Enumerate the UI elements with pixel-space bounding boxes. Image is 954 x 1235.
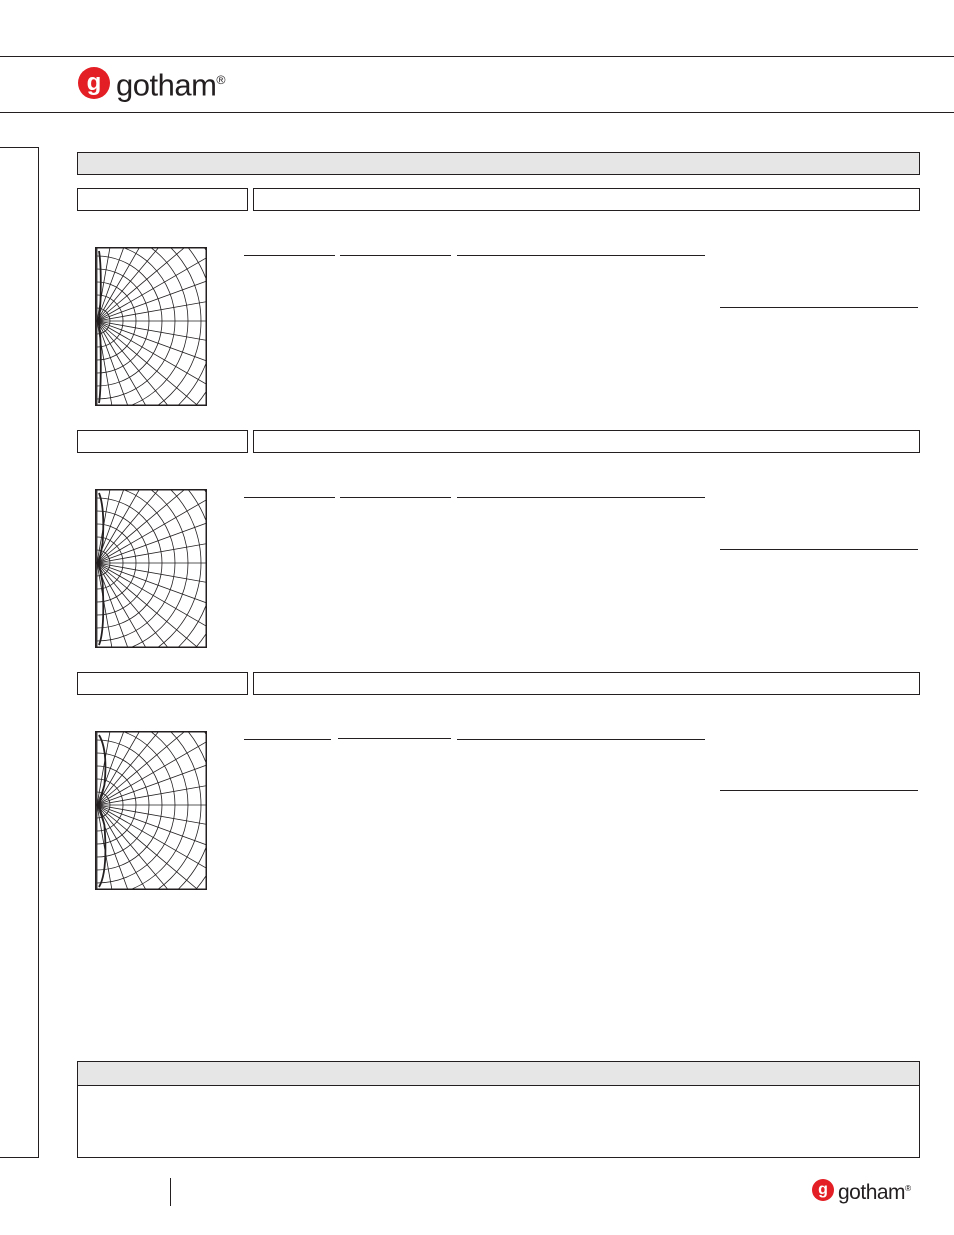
table-col-rule-1d (720, 307, 918, 308)
polar-arc (97, 247, 207, 406)
photometric-label-box-1 (77, 188, 248, 211)
polar-grid (97, 247, 207, 406)
candela-curve (99, 493, 103, 645)
table-col-rule-2b (340, 497, 451, 498)
polar-candela-diagram-1 (95, 247, 207, 406)
table-col-rule-1c (457, 255, 705, 256)
polar-arc (97, 247, 207, 406)
photometric-title-box-1 (253, 188, 920, 211)
polar-ray (97, 760, 207, 805)
polar-grid (97, 489, 207, 648)
polar-grid (97, 731, 207, 890)
photometric-title-box-2 (253, 430, 920, 453)
polar-arc (97, 489, 207, 648)
table-col-rule-3c (457, 739, 705, 740)
polar-candela-diagram-3 (95, 731, 207, 890)
polar-arc (97, 489, 207, 648)
table-col-rule-2c (457, 497, 705, 498)
header-bottom-rule (0, 112, 954, 113)
section-title-bar (77, 152, 920, 175)
polar-ray (97, 805, 207, 850)
polar-arc (97, 489, 207, 648)
header-top-rule (0, 56, 954, 57)
table-col-rule-3a (244, 739, 331, 740)
gotham-g-icon: g (812, 1179, 834, 1201)
polar-ray (97, 563, 207, 608)
table-col-rule-2d (720, 549, 918, 550)
polar-arc (97, 489, 207, 648)
polar-arc (97, 731, 207, 890)
notes-box (77, 1061, 920, 1158)
notes-header-bar (78, 1062, 919, 1086)
table-col-rule-2a (244, 497, 335, 498)
polar-ray (97, 563, 186, 648)
gotham-g-icon: g (78, 67, 110, 99)
header-logo (78, 66, 226, 103)
table-col-rule-3b (338, 738, 451, 739)
table-col-rule-1b (340, 255, 451, 256)
polar-arc (97, 247, 207, 406)
polar-arc (97, 731, 207, 890)
sidebar-frame (0, 147, 39, 1158)
logo-wordmark: gotham® (838, 1180, 911, 1204)
polar-ray (97, 321, 207, 366)
table-col-rule-3d (720, 790, 918, 791)
polar-arc (97, 731, 207, 890)
polar-ray (97, 518, 207, 563)
footer-logo (812, 1178, 911, 1202)
table-col-rule-1a (244, 255, 335, 256)
polar-arc (97, 489, 207, 648)
polar-arc (97, 489, 207, 648)
polar-arc (97, 731, 207, 890)
polar-arc (97, 489, 207, 648)
polar-arc (97, 731, 207, 890)
polar-arc (97, 247, 207, 406)
polar-arc (97, 731, 207, 890)
footer-divider (170, 1178, 171, 1206)
photometric-label-box-3 (77, 672, 248, 695)
polar-arc (97, 247, 207, 406)
polar-arc (97, 731, 207, 890)
logo-wordmark: gotham® (116, 67, 226, 103)
polar-ray (97, 805, 186, 890)
polar-ray (97, 321, 186, 406)
polar-ray (97, 276, 207, 321)
polar-arc (97, 247, 207, 406)
polar-arc (97, 247, 207, 406)
photometric-title-box-3 (253, 672, 920, 695)
photometric-label-box-2 (77, 430, 248, 453)
polar-candela-diagram-2 (95, 489, 207, 648)
